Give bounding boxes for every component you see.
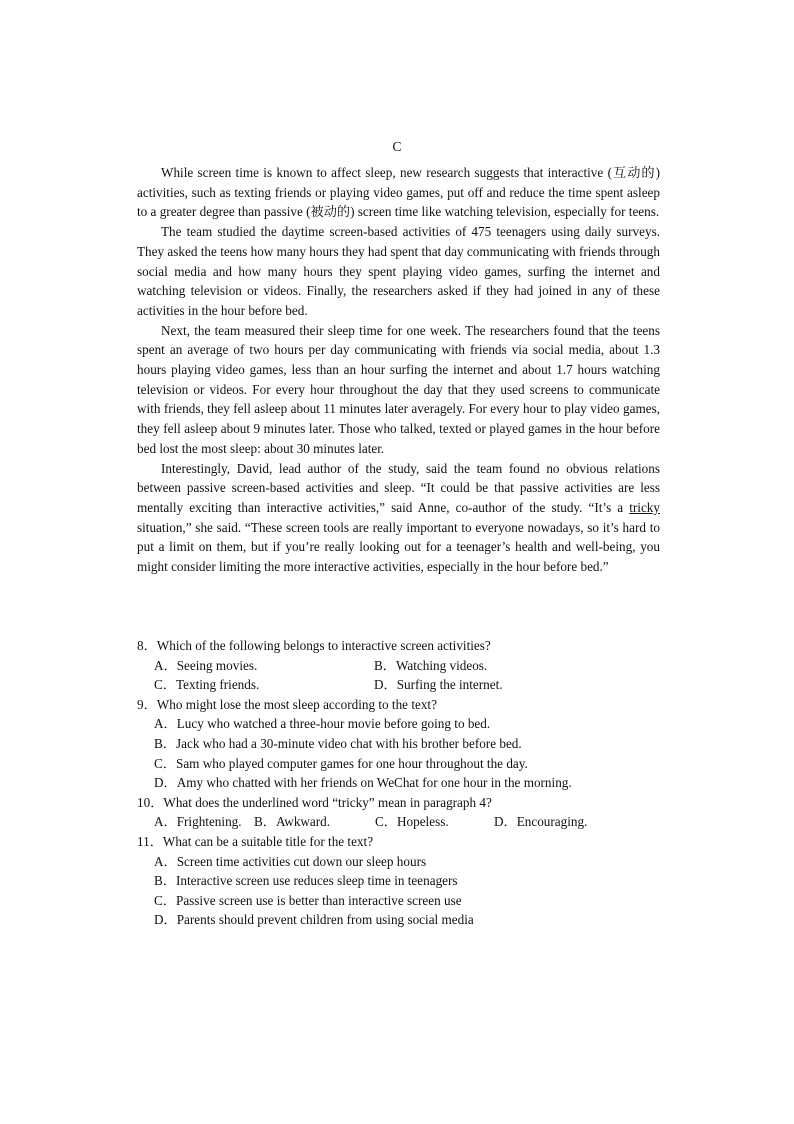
option-b: B．Watching videos. bbox=[374, 657, 488, 673]
option-b: B．Jack who had a 30-minute video chat with his brother before bed. bbox=[154, 735, 522, 751]
option-c: C．Hopeless. bbox=[375, 814, 449, 830]
option-a: A．Frightening. bbox=[154, 814, 242, 830]
paragraph-2: The team studied the daytime screen-based activities of 475 teenagers using daily surveys. They asked the teens how many hours they had spent that day communicating with friends through social media and how many hours they spent playing video games, surfing the internet and watching television or videos. Finally, the researchers asked if they had joined in any of these activities in the hour before bed. bbox=[137, 224, 660, 318]
option-b: B．Interactive screen use reduces sleep time in teenagers bbox=[154, 873, 458, 889]
question-list bbox=[137, 636, 677, 930]
question-8-stem: 8．Which of the following belongs to interactive screen activities? bbox=[137, 638, 491, 653]
option-c: C．Passive screen use is better than interactive screen use bbox=[154, 892, 462, 908]
option-a: A．Seeing movies. bbox=[154, 657, 258, 673]
reading-passage bbox=[137, 163, 660, 577]
option-a: A．Screen time activities cut down our sleep hours bbox=[154, 853, 427, 869]
paragraph-3: Next, the team measured their sleep time for one week. The researchers found that the teens spent an average of two hours per day communicating with friends via social media, about 1.3 hours playing video games, less than an hour surfing the internet and about 1.7 hours watching television or videos. For every hour throughout the day that they used screens to communicate with friends, they fell asleep about 11 minutes later averagely. For every hour to play video games, they fell asleep about 9 minutes later. Those who talked, texted or played games in the hour before bed lost the most sleep: about 30 minutes later. bbox=[137, 322, 660, 456]
underlined-word: tricky bbox=[629, 499, 660, 515]
question-8-options-row-2 bbox=[137, 675, 677, 695]
paragraph-4-after: situation,” she said. “These screen tools are really important to everyone nowadays, so it’s hard to put a limit on them, but if you’re really looking out for a teenager’s health and well-being, you might consider limiting the more interactive activities, especially in the hour before bed.” bbox=[137, 519, 660, 575]
option-b: B．Awkward. bbox=[254, 814, 331, 830]
question-8-options-row-1 bbox=[137, 656, 677, 676]
option-d: D．Amy who chatted with her friends on WeChat for one hour in the morning. bbox=[154, 775, 572, 791]
option-c: C．Texting friends. bbox=[154, 677, 260, 693]
option-d: D．Encouraging. bbox=[494, 814, 588, 830]
question-10-stem: 10．What does the underlined word “tricky” mean in paragraph 4? bbox=[137, 794, 492, 810]
option-c: C．Sam who played computer games for one hour throughout the day. bbox=[154, 755, 528, 771]
paragraph-1: While screen time is known to affect sleep, new research suggests that interactive (互动的) activities, such as texting friends or playing video games, put off and reduce the time spent asleep to a greater degree than passive (被动的) screen time like watching television, especially for teens. bbox=[137, 165, 660, 220]
option-d: D．Surfing the internet. bbox=[374, 677, 503, 693]
paragraph-4-before: Interestingly, David, lead author of the study, said the team found no obvious relations between passive screen-based activities and sleep. “It could be that passive activities are less mentally exciting than interactive activities,” said Anne, co-author of the study. “It’s a bbox=[137, 460, 660, 515]
paragraph-4 bbox=[137, 459, 660, 577]
question-9-stem: 9．Who might lose the most sleep according to the text? bbox=[137, 696, 437, 712]
question-10-options bbox=[137, 812, 677, 832]
question-11-stem: 11．What can be a suitable title for the text? bbox=[137, 833, 374, 849]
section-letter: C bbox=[392, 139, 402, 154]
option-a: A．Lucy who watched a three-hour movie before going to bed. bbox=[154, 716, 491, 732]
option-d: D．Parents should prevent children from using social media bbox=[154, 912, 474, 928]
